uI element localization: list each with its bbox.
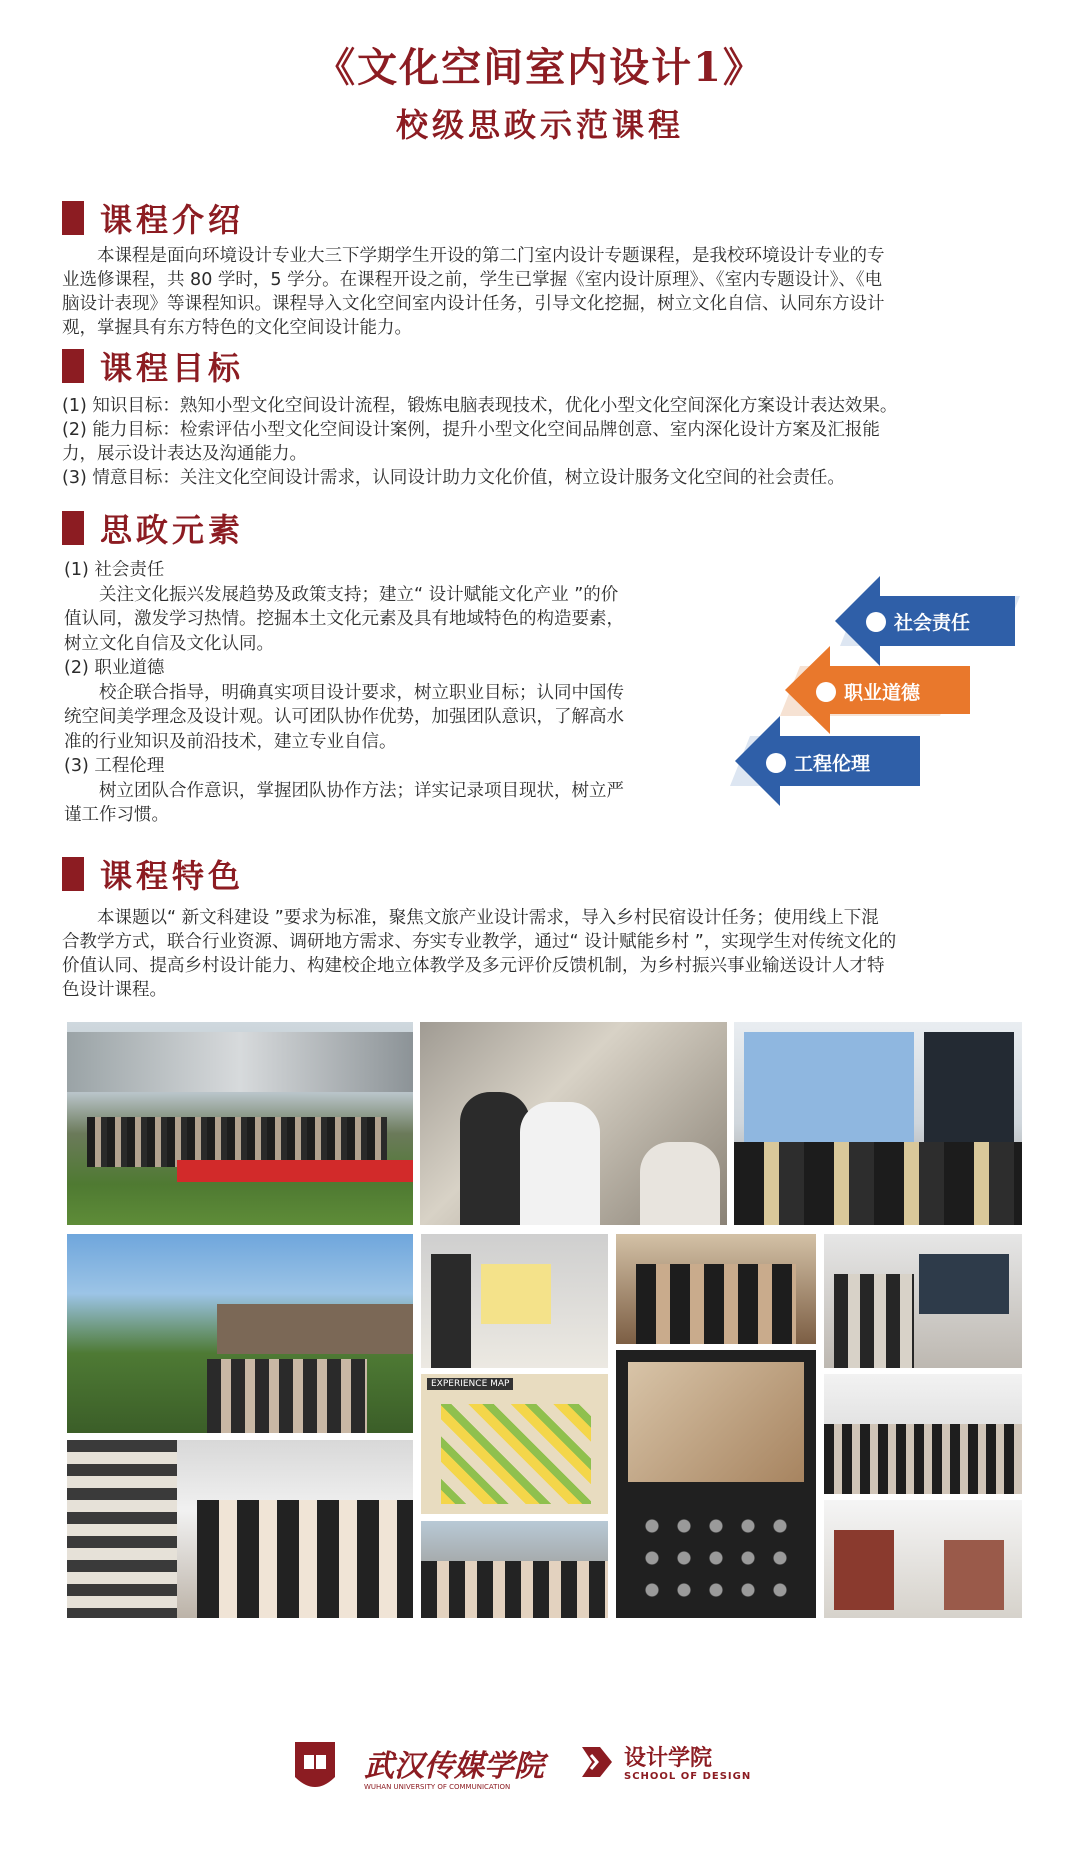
text-line: 力，展示设计表达及沟通能力。 bbox=[62, 444, 307, 464]
text-line: 色设计课程。 bbox=[62, 980, 167, 1000]
text-line: 价值认同、提高乡村设计能力、构建校企地立体教学及多元评价反馈机制，为乡村振兴事业输送设计人才特 bbox=[62, 956, 885, 976]
section-title: 思政元素 bbox=[100, 511, 245, 549]
photo-whiteboard-discussion bbox=[421, 1234, 608, 1368]
experience-map-label: EXPERIENCE MAP bbox=[427, 1378, 513, 1390]
heading-bar bbox=[62, 201, 84, 235]
heading-bar bbox=[62, 857, 84, 891]
school-name-en: SCHOOL OF DESIGN bbox=[624, 1771, 752, 1782]
elements-paragraph bbox=[64, 558, 724, 828]
section-title: 课程介绍 bbox=[100, 201, 245, 239]
heading-bar bbox=[62, 511, 84, 545]
text-line: (1) 知识目标：熟知小型文化空间设计流程，锻炼电脑表现技术，优化小型文化空间深化方案设计表达效果。 bbox=[62, 396, 898, 416]
photo-exhibition-visit bbox=[67, 1440, 413, 1618]
photo-gallery-hall bbox=[824, 1500, 1022, 1618]
text-line: 校企联合指导，明确真实项目设计要求，树立职业目标；认同中国传 bbox=[99, 682, 624, 703]
intro-paragraph bbox=[62, 244, 1022, 340]
photo-presentation-screen bbox=[734, 1022, 1022, 1225]
university-name-cn: 武汉传媒学院 bbox=[364, 1749, 544, 1784]
text-line: 关注文化振兴发展趋势及政策支持；建立“ 设计赋能文化产业 ”的价 bbox=[99, 584, 619, 605]
photo-village-visit bbox=[67, 1234, 413, 1433]
people-icon bbox=[766, 753, 786, 773]
arrow-label-social bbox=[866, 608, 970, 635]
photo-screen-review bbox=[824, 1234, 1022, 1368]
section-heading-intro bbox=[62, 198, 244, 238]
text-line: 业选修课程，共 80 学时，5 学分。在课程开设之前，学生已掌握《室内设计原理》、《室内专题设计》、《电 bbox=[62, 270, 883, 290]
page-title: 《文化空间室内设计1》 bbox=[315, 44, 765, 91]
page-subtitle: 校级思政示范课程 bbox=[395, 106, 684, 144]
section-heading-elements bbox=[62, 508, 244, 548]
arrow-text: 职业道德 bbox=[844, 682, 921, 704]
text-line: 脑设计表现》等课程知识。课程导入文化空间室内设计任务，引导文化挖掘，树立文化自信、认同东方设计 bbox=[62, 294, 885, 314]
arrow-label-professional bbox=[816, 678, 920, 705]
text-line: (1) 社会责任 bbox=[64, 560, 165, 580]
photo-students-sketching bbox=[420, 1022, 727, 1225]
photo-classroom-group bbox=[421, 1521, 608, 1618]
design-school-logo-icon bbox=[580, 1745, 614, 1779]
goals-paragraph bbox=[62, 394, 1042, 490]
ethics-arrow-graphic bbox=[730, 566, 1030, 816]
arrow-text: 社会责任 bbox=[894, 612, 971, 634]
text-line: 树立文化自信及文化认同。 bbox=[64, 633, 274, 654]
text-line: 合教学方式，联合行业资源、调研地方需求、夯实专业教学，通过“ 设计赋能乡村 ”，实现学生对传统文化的 bbox=[62, 932, 897, 952]
heading-bar bbox=[62, 349, 84, 383]
section-heading-features bbox=[62, 854, 244, 894]
section-title: 课程目标 bbox=[100, 349, 245, 387]
photo-online-meeting bbox=[616, 1350, 816, 1618]
text-line: 本课程是面向环境设计专业大三下学期学生开设的第二门室内设计专题课程，是我校环境设计专业的专 bbox=[97, 246, 885, 266]
photo-group-outdoor bbox=[67, 1022, 413, 1225]
university-name-en: WUHAN UNIVERSITY OF COMMUNICATION bbox=[364, 1783, 511, 1791]
arrow-label-engineering bbox=[766, 749, 870, 776]
photo-experience-map bbox=[421, 1374, 608, 1514]
document-icon bbox=[866, 612, 886, 632]
footer-logos bbox=[0, 1735, 1080, 1805]
text-line: 值认同，激发学习热情。挖掘本土文化元素及具有地域特色的构造要素， bbox=[64, 609, 624, 629]
text-line: (3) 情意目标：关注文化空间设计需求，认同设计助力文化价值，树立设计服务文化空间的社会责任。 bbox=[62, 468, 845, 488]
text-line: 观，掌握具有东方特色的文化空间设计能力。 bbox=[62, 318, 412, 338]
text-line: 统空间美学理念及设计观。认可团队协作优势，加强团队意识，了解高水 bbox=[64, 707, 624, 727]
text-line: (2) 职业道德 bbox=[64, 658, 165, 678]
text-line: 本课题以“ 新文科建设 ”要求为标准，聚焦文旅产业设计需求，导入乡村民宿设计任务；使用线上下混 bbox=[97, 908, 879, 928]
arrow-text: 工程伦理 bbox=[794, 753, 871, 775]
text-line: (2) 能力目标：检索评估小型文化空间设计案例，提升小型文化空间品牌创意、室内深化设计方案及汇报能 bbox=[62, 420, 880, 440]
briefcase-icon bbox=[816, 682, 836, 702]
school-name-cn: 设计学院 bbox=[624, 1746, 713, 1771]
university-seal-icon bbox=[290, 1737, 340, 1797]
text-line: 准的行业知识及前沿技术，建立专业自信。 bbox=[64, 731, 397, 752]
photo-stairs-group bbox=[824, 1374, 1022, 1494]
text-line: 树立团队合作意识，掌握团队协作方法；详实记录项目现状，树立严 bbox=[99, 780, 624, 801]
section-title: 课程特色 bbox=[100, 857, 245, 895]
section-heading-goals bbox=[62, 346, 244, 386]
text-line: (3) 工程伦理 bbox=[64, 756, 165, 776]
photo-lecture bbox=[616, 1234, 816, 1344]
features-paragraph bbox=[62, 906, 1042, 1002]
text-line: 谨工作习惯。 bbox=[64, 805, 169, 825]
